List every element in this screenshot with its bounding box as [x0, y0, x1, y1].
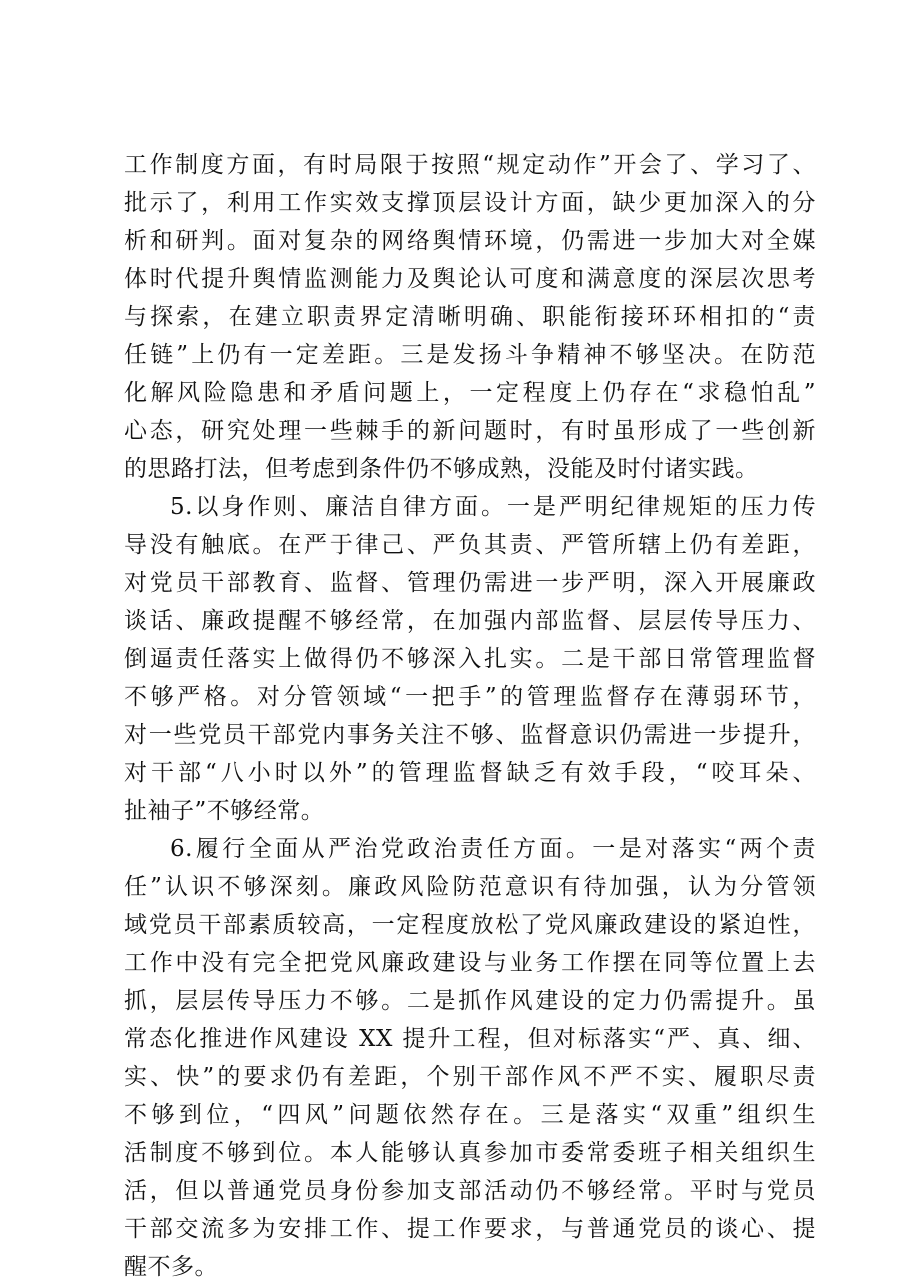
text-line: 心态，研究处理一些棘手的新问题时，有时虽形成了一些创新 — [124, 418, 816, 444]
text-line: 抓，层层传导压力不够。二是抓作风建设的定力仍需提升。虽 — [124, 988, 816, 1014]
text-line: 谈话、廉政提醒不够经常，在加强内部监督、层层传导压力、 — [124, 608, 816, 634]
paragraph-heading-6: 6.履行全面从严治党政治责任方面。一是对落实“两个责 — [170, 836, 816, 862]
text-line: 的思路打法，但考虑到条件仍不够成熟，没能及时付诸实践。 — [124, 456, 759, 482]
text-line: 活，但以普通党员身份参加支部活动仍不够经常。平时与党员 — [124, 1178, 816, 1204]
text-line: 对干部“八小时以外”的管理监督缺乏有效手段，“咬耳朵、 — [124, 760, 816, 786]
text-line: 实、快”的要求仍有差距，个别干部作风不严不实、履职尽责 — [124, 1064, 816, 1090]
text-line: 干部交流多为安排工作、提工作要求，与普通党员的谈心、提 — [124, 1216, 816, 1242]
text-line: 扯袖子”不够经常。 — [124, 798, 325, 824]
text-line: 批示了，利用工作实效支撑顶层设计方面，缺少更加深入的分 — [124, 190, 816, 216]
text-line: 不够到位，“四风”问题依然存在。三是落实“双重”组织生 — [124, 1102, 816, 1128]
text-line: 工作制度方面，有时局限于按照“规定动作”开会了、学习了、 — [124, 152, 816, 178]
text-line: 醒不多。 — [124, 1254, 218, 1280]
text-line: 对一些党员干部党内事务关注不够、监督意识仍需进一步提升， — [124, 722, 816, 748]
text-line: 倒逼责任落实上做得仍不够深入扎实。二是干部日常管理监督 — [124, 646, 816, 672]
text-line: 化解风险隐患和矛盾问题上，一定程度上仍存在“求稳怕乱” — [124, 380, 816, 406]
text-line: 域党员干部素质较高，一定程度放松了党风廉政建设的紧迫性， — [124, 912, 816, 938]
text-line: 析和研判。面对复杂的网络舆情环境，仍需进一步加大对全媒 — [124, 228, 816, 254]
text-line: 不够严格。对分管领域“一把手”的管理监督存在薄弱环节， — [124, 684, 816, 710]
text-line: 工作中没有完全把党风廉政建设与业务工作摆在同等位置上去 — [124, 950, 816, 976]
document-body — [124, 146, 816, 1286]
text-line: 对党员干部教育、监督、管理仍需进一步严明，深入开展廉政 — [124, 570, 816, 596]
text-line: 体时代提升舆情监测能力及舆论认可度和满意度的深层次思考 — [124, 266, 816, 292]
text-line: 任链”上仍有一定差距。三是发扬斗争精神不够坚决。在防范 — [124, 342, 816, 368]
text-line: 常态化推进作风建设 XX 提升工程，但对标落实“严、真、细、 — [124, 1026, 816, 1052]
text-line: 任”认识不够深刻。廉政风险防范意识有待加强，认为分管领 — [124, 874, 816, 900]
paragraph-heading-5: 5.以身作则、廉洁自律方面。一是严明纪律规矩的压力传 — [170, 494, 816, 520]
text-line: 活制度不够到位。本人能够认真参加市委常委班子相关组织生 — [124, 1140, 816, 1166]
text-line: 导没有触底。在严于律己、严负其责、严管所辖上仍有差距， — [124, 532, 816, 558]
text-line: 与探索，在建立职责界定清晰明确、职能衔接环环相扣的“责 — [124, 304, 816, 330]
